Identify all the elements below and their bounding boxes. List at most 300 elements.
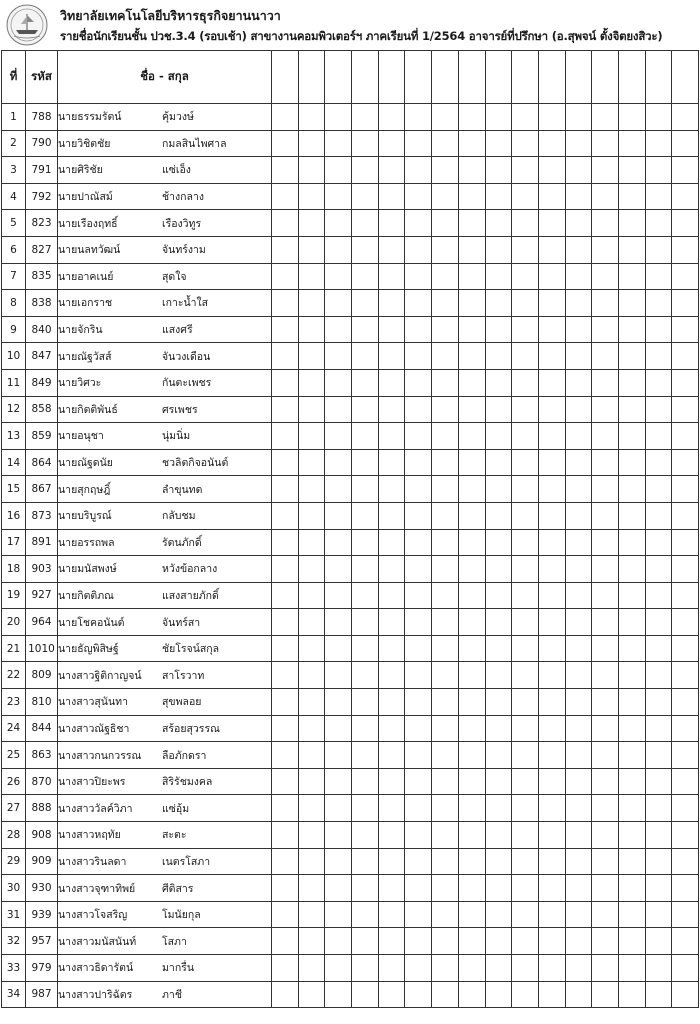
- table-row: [2, 822, 699, 849]
- blank-cell: [325, 609, 352, 636]
- blank-cell: [485, 502, 512, 529]
- blank-cell: [298, 822, 325, 849]
- blank-cell: [485, 343, 512, 370]
- student-first-name: นายโชคอนันต์: [58, 616, 125, 629]
- row-number: 6: [2, 236, 26, 263]
- blank-cell: [485, 210, 512, 237]
- blank-cell: [645, 343, 672, 370]
- blank-cell: [272, 822, 299, 849]
- blank-cell: [645, 928, 672, 955]
- student-first-name: นายปาณัสม์: [58, 191, 113, 204]
- blank-cell: [298, 715, 325, 742]
- blank-cell: [618, 396, 645, 423]
- blank-cell: [352, 928, 379, 955]
- blank-cell: [485, 476, 512, 503]
- blank-header-cell: [378, 51, 405, 104]
- blank-cell: [512, 502, 539, 529]
- blank-cell: [538, 263, 565, 290]
- blank-cell: [618, 369, 645, 396]
- blank-cell: [618, 822, 645, 849]
- table-row: [2, 449, 699, 476]
- blank-cell: [432, 556, 459, 583]
- blank-cell: [645, 104, 672, 131]
- blank-cell: [645, 290, 672, 317]
- student-code: 873: [26, 502, 58, 529]
- table-row: [2, 556, 699, 583]
- blank-cell: [405, 210, 432, 237]
- blank-cell: [272, 210, 299, 237]
- blank-cell: [298, 396, 325, 423]
- student-first-name: นางสาวฐิติกาญจน์: [58, 669, 142, 682]
- blank-cell: [378, 582, 405, 609]
- blank-cell: [512, 529, 539, 556]
- blank-cell: [512, 236, 539, 263]
- table-row: [2, 928, 699, 955]
- blank-cell: [672, 662, 699, 689]
- blank-cell: [538, 981, 565, 1008]
- blank-cell: [538, 742, 565, 769]
- blank-cell: [458, 316, 485, 343]
- blank-cell: [458, 556, 485, 583]
- blank-cell: [405, 130, 432, 157]
- blank-cell: [618, 901, 645, 928]
- student-first-name: นายบริบูรณ์: [58, 510, 112, 523]
- blank-cell: [565, 290, 592, 317]
- student-first-name: นายกิตติพันธ์: [58, 403, 118, 416]
- blank-cell: [645, 609, 672, 636]
- student-code: 870: [26, 768, 58, 795]
- blank-cell: [592, 502, 619, 529]
- blank-cell: [352, 396, 379, 423]
- blank-cell: [272, 157, 299, 184]
- student-last-name: แสงศรี: [162, 324, 193, 337]
- blank-cell: [325, 396, 352, 423]
- blank-cell: [672, 183, 699, 210]
- blank-cell: [485, 635, 512, 662]
- blank-cell: [565, 795, 592, 822]
- student-name: [58, 848, 272, 875]
- blank-cell: [592, 343, 619, 370]
- blank-cell: [485, 609, 512, 636]
- student-last-name: คุ้มวงษ์: [162, 111, 194, 124]
- row-number: 28: [2, 822, 26, 849]
- blank-header-cell: [352, 51, 379, 104]
- blank-cell: [538, 157, 565, 184]
- table-row: [2, 689, 699, 716]
- blank-header-cell: [272, 51, 299, 104]
- blank-cell: [645, 502, 672, 529]
- blank-cell: [565, 715, 592, 742]
- student-last-name: มากรื่น: [162, 962, 194, 975]
- student-last-name: ลำขุนทด: [162, 483, 203, 496]
- blank-cell: [432, 210, 459, 237]
- student-first-name: นายวิศวะ: [58, 377, 102, 390]
- blank-cell: [405, 848, 432, 875]
- blank-cell: [512, 210, 539, 237]
- blank-cell: [405, 369, 432, 396]
- row-number: 31: [2, 901, 26, 928]
- blank-cell: [298, 316, 325, 343]
- blank-cell: [272, 795, 299, 822]
- blank-cell: [645, 689, 672, 716]
- blank-cell: [512, 822, 539, 849]
- blank-cell: [378, 822, 405, 849]
- blank-cell: [325, 210, 352, 237]
- blank-cell: [432, 502, 459, 529]
- table-row: [2, 848, 699, 875]
- blank-cell: [565, 369, 592, 396]
- blank-cell: [352, 795, 379, 822]
- blank-cell: [538, 795, 565, 822]
- blank-cell: [538, 928, 565, 955]
- blank-cell: [458, 423, 485, 450]
- blank-cell: [618, 928, 645, 955]
- blank-cell: [432, 768, 459, 795]
- blank-cell: [432, 635, 459, 662]
- blank-cell: [485, 104, 512, 131]
- table-row: [2, 236, 699, 263]
- blank-cell: [672, 502, 699, 529]
- blank-cell: [565, 875, 592, 902]
- blank-cell: [645, 768, 672, 795]
- blank-cell: [325, 875, 352, 902]
- blank-cell: [352, 476, 379, 503]
- blank-cell: [378, 183, 405, 210]
- student-name: [58, 582, 272, 609]
- blank-cell: [538, 848, 565, 875]
- blank-cell: [672, 848, 699, 875]
- blank-cell: [645, 157, 672, 184]
- blank-cell: [272, 369, 299, 396]
- table-row: [2, 210, 699, 237]
- blank-cell: [272, 609, 299, 636]
- blank-cell: [325, 157, 352, 184]
- page-subtitle: รายชื่อนักเรียนชั้น ปวช.3.4 (รอบเช้า) สาขางานคอมพิวเตอร์ฯ ภาคเรียนที่ 1/2564 อาจารย์ที่ปรึกษา (อ.สุพจน์ ตั้งจิตยงสิวะ): [60, 29, 663, 43]
- row-number: 12: [2, 396, 26, 423]
- student-code: 835: [26, 263, 58, 290]
- table-header-row: [2, 51, 699, 104]
- blank-cell: [272, 955, 299, 982]
- blank-cell: [645, 263, 672, 290]
- blank-cell: [565, 955, 592, 982]
- blank-cell: [512, 556, 539, 583]
- blank-cell: [458, 662, 485, 689]
- blank-cell: [645, 715, 672, 742]
- blank-cell: [672, 689, 699, 716]
- blank-cell: [432, 955, 459, 982]
- blank-cell: [405, 343, 432, 370]
- blank-cell: [432, 981, 459, 1008]
- table-row: [2, 875, 699, 902]
- blank-cell: [298, 742, 325, 769]
- blank-cell: [565, 236, 592, 263]
- blank-cell: [538, 556, 565, 583]
- blank-cell: [592, 476, 619, 503]
- student-code: 840: [26, 316, 58, 343]
- student-name: [58, 290, 272, 317]
- blank-cell: [272, 236, 299, 263]
- student-first-name: นายณัฐวัสส์: [58, 350, 112, 363]
- blank-cell: [272, 875, 299, 902]
- row-number: 15: [2, 476, 26, 503]
- blank-cell: [618, 689, 645, 716]
- table-row: [2, 476, 699, 503]
- row-number: 25: [2, 742, 26, 769]
- blank-cell: [298, 343, 325, 370]
- student-name: [58, 715, 272, 742]
- blank-cell: [485, 369, 512, 396]
- blank-cell: [272, 928, 299, 955]
- blank-cell: [565, 449, 592, 476]
- blank-cell: [485, 875, 512, 902]
- blank-cell: [512, 316, 539, 343]
- student-last-name: สิริรัชมงคล: [162, 776, 213, 789]
- student-first-name: นายธัญพิสิษฐ์: [58, 643, 119, 656]
- table-row: [2, 529, 699, 556]
- blank-cell: [672, 822, 699, 849]
- blank-cell: [512, 955, 539, 982]
- blank-cell: [592, 768, 619, 795]
- blank-cell: [458, 822, 485, 849]
- blank-header-cell: [538, 51, 565, 104]
- student-last-name: สร้อยสุวรรณ: [162, 722, 220, 735]
- blank-cell: [325, 715, 352, 742]
- student-name: [58, 635, 272, 662]
- blank-cell: [352, 130, 379, 157]
- blank-header-cell: [512, 51, 539, 104]
- table-row: [2, 901, 699, 928]
- table-row: [2, 609, 699, 636]
- blank-cell: [485, 848, 512, 875]
- student-first-name: นายณัฐดนัย: [58, 457, 113, 470]
- blank-cell: [592, 981, 619, 1008]
- blank-cell: [352, 901, 379, 928]
- blank-cell: [432, 290, 459, 317]
- blank-cell: [272, 396, 299, 423]
- row-number: 9: [2, 316, 26, 343]
- blank-cell: [645, 369, 672, 396]
- blank-cell: [352, 689, 379, 716]
- student-code: 908: [26, 822, 58, 849]
- blank-cell: [565, 901, 592, 928]
- blank-cell: [458, 104, 485, 131]
- blank-cell: [592, 848, 619, 875]
- student-last-name: ชวลิตกิจอนันต์: [162, 457, 229, 470]
- blank-cell: [618, 981, 645, 1008]
- blank-cell: [325, 768, 352, 795]
- student-code: 957: [26, 928, 58, 955]
- blank-cell: [325, 582, 352, 609]
- row-number: 7: [2, 263, 26, 290]
- blank-cell: [512, 715, 539, 742]
- student-name: [58, 236, 272, 263]
- blank-cell: [458, 955, 485, 982]
- blank-cell: [618, 875, 645, 902]
- blank-cell: [405, 742, 432, 769]
- blank-cell: [352, 582, 379, 609]
- blank-cell: [672, 263, 699, 290]
- blank-cell: [352, 157, 379, 184]
- blank-cell: [485, 130, 512, 157]
- blank-cell: [298, 502, 325, 529]
- blank-cell: [512, 449, 539, 476]
- blank-cell: [325, 343, 352, 370]
- blank-cell: [565, 635, 592, 662]
- blank-cell: [378, 104, 405, 131]
- blank-cell: [298, 210, 325, 237]
- blank-cell: [618, 742, 645, 769]
- blank-cell: [645, 210, 672, 237]
- blank-cell: [512, 582, 539, 609]
- blank-cell: [352, 715, 379, 742]
- blank-cell: [458, 210, 485, 237]
- blank-cell: [618, 236, 645, 263]
- blank-cell: [485, 556, 512, 583]
- blank-cell: [512, 875, 539, 902]
- student-first-name: นางสาวโจสริญ: [58, 909, 128, 922]
- row-number: 16: [2, 502, 26, 529]
- blank-cell: [378, 768, 405, 795]
- blank-cell: [405, 822, 432, 849]
- student-first-name: นายสุกฤษฎิ์: [58, 483, 111, 496]
- student-code: 909: [26, 848, 58, 875]
- blank-cell: [485, 263, 512, 290]
- blank-cell: [565, 263, 592, 290]
- blank-cell: [432, 130, 459, 157]
- blank-cell: [672, 529, 699, 556]
- blank-cell: [298, 529, 325, 556]
- student-name: [58, 822, 272, 849]
- row-number: 20: [2, 609, 26, 636]
- row-number: 5: [2, 210, 26, 237]
- blank-cell: [432, 343, 459, 370]
- table-row: [2, 715, 699, 742]
- student-last-name: โมนัยกุล: [162, 909, 201, 922]
- blank-cell: [432, 449, 459, 476]
- table-row: [2, 263, 699, 290]
- blank-cell: [272, 502, 299, 529]
- blank-cell: [485, 529, 512, 556]
- blank-cell: [512, 369, 539, 396]
- student-first-name: นางสาวมนัสนันท์: [58, 935, 137, 948]
- blank-cell: [618, 423, 645, 450]
- row-number: 19: [2, 582, 26, 609]
- blank-cell: [592, 157, 619, 184]
- blank-cell: [512, 290, 539, 317]
- blank-cell: [272, 423, 299, 450]
- student-name: [58, 183, 272, 210]
- blank-cell: [378, 556, 405, 583]
- blank-cell: [458, 768, 485, 795]
- blank-header-cell: [618, 51, 645, 104]
- blank-cell: [512, 662, 539, 689]
- blank-cell: [592, 556, 619, 583]
- blank-cell: [618, 662, 645, 689]
- blank-cell: [405, 263, 432, 290]
- student-name: [58, 875, 272, 902]
- blank-cell: [485, 423, 512, 450]
- blank-cell: [352, 848, 379, 875]
- student-name: [58, 263, 272, 290]
- blank-cell: [272, 901, 299, 928]
- blank-cell: [298, 104, 325, 131]
- blank-cell: [592, 742, 619, 769]
- blank-cell: [485, 928, 512, 955]
- blank-cell: [378, 263, 405, 290]
- blank-cell: [325, 502, 352, 529]
- student-code: 964: [26, 609, 58, 636]
- blank-cell: [592, 662, 619, 689]
- blank-cell: [272, 104, 299, 131]
- blank-cell: [672, 369, 699, 396]
- blank-cell: [538, 875, 565, 902]
- blank-cell: [538, 449, 565, 476]
- student-code: 791: [26, 157, 58, 184]
- header-no: ที่: [2, 51, 26, 104]
- blank-cell: [512, 396, 539, 423]
- student-first-name: นายกิตติภณ: [58, 589, 114, 602]
- blank-cell: [458, 875, 485, 902]
- blank-cell: [618, 316, 645, 343]
- student-first-name: นายอรรถพล: [58, 536, 115, 549]
- blank-cell: [432, 104, 459, 131]
- student-code: 810: [26, 689, 58, 716]
- header-code: รหัส: [26, 51, 58, 104]
- blank-cell: [298, 157, 325, 184]
- student-name: [58, 768, 272, 795]
- blank-cell: [618, 210, 645, 237]
- blank-cell: [458, 130, 485, 157]
- blank-cell: [432, 236, 459, 263]
- blank-cell: [432, 369, 459, 396]
- blank-cell: [672, 715, 699, 742]
- blank-cell: [512, 635, 539, 662]
- blank-cell: [378, 795, 405, 822]
- blank-cell: [352, 955, 379, 982]
- student-code: 863: [26, 742, 58, 769]
- blank-cell: [405, 236, 432, 263]
- blank-cell: [378, 742, 405, 769]
- blank-cell: [405, 768, 432, 795]
- blank-cell: [432, 183, 459, 210]
- blank-cell: [378, 928, 405, 955]
- blank-cell: [645, 795, 672, 822]
- blank-cell: [645, 901, 672, 928]
- blank-cell: [352, 662, 379, 689]
- student-last-name: กลับชม: [162, 510, 196, 523]
- student-name: [58, 556, 272, 583]
- table-row: [2, 502, 699, 529]
- blank-cell: [485, 183, 512, 210]
- student-code: 979: [26, 955, 58, 982]
- blank-cell: [298, 556, 325, 583]
- blank-cell: [405, 981, 432, 1008]
- blank-cell: [325, 263, 352, 290]
- blank-cell: [298, 369, 325, 396]
- blank-cell: [672, 635, 699, 662]
- blank-cell: [565, 609, 592, 636]
- blank-cell: [298, 609, 325, 636]
- student-name: [58, 157, 272, 184]
- blank-cell: [565, 396, 592, 423]
- blank-cell: [485, 955, 512, 982]
- blank-cell: [432, 795, 459, 822]
- blank-cell: [512, 981, 539, 1008]
- blank-cell: [512, 795, 539, 822]
- table-row: [2, 662, 699, 689]
- blank-cell: [485, 901, 512, 928]
- blank-cell: [405, 795, 432, 822]
